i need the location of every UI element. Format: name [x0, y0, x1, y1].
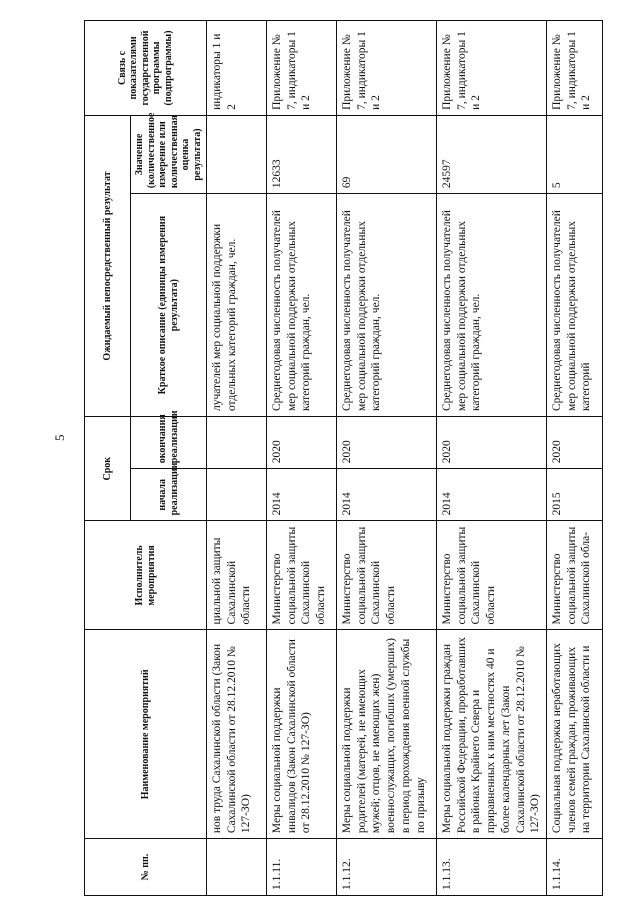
- cell-link: Приложение № 7, индикаторы 1 и 2: [267, 21, 337, 116]
- cell-value: 12633: [267, 115, 337, 193]
- header-name: Наименование мероприятий: [85, 630, 207, 839]
- cell-value: [207, 115, 267, 193]
- header-row-1: [85, 21, 131, 896]
- cell-name: Меры социальной поддержки инвалидов (Закон Сахалинской области от 28.12.2010 № 127-ЗО): [267, 630, 337, 839]
- page-number: 5: [52, 434, 67, 441]
- cell-start: [207, 469, 267, 521]
- header-term: Срок: [85, 417, 131, 521]
- cell-value: 24597: [437, 115, 547, 193]
- header-result-desc: Краткое описание (единицы измерения результата): [131, 194, 207, 417]
- header-executor: Исполнитель мероприятия: [85, 521, 207, 630]
- cell-end: 2020: [437, 417, 547, 469]
- cell-end: 2020: [337, 417, 437, 469]
- cell-desc: Среднегодовая численность получателей мер социальной поддержки отдельных категорий граждан, чел.: [437, 194, 547, 417]
- cell-end: 2020: [267, 417, 337, 469]
- cell-no: 1.1.14.: [547, 839, 603, 896]
- header-term-end: окончания реализации: [131, 417, 207, 469]
- cell-name: Меры социальной поддержки граждан Российской Федерации, проработавших в районах Крайнего Севера и приравненных к ним местностях 40 и более календарных лет (Закон Сахалинской области от 28.12.2010 № 127-ЗО): [437, 630, 547, 839]
- cell-start: 2014: [337, 469, 437, 521]
- table-row: [437, 21, 547, 896]
- cell-desc: Среднегодовая численность получателей мер социальной поддержки отдельных категорий граждан, чел.: [267, 194, 337, 417]
- cell-link: Приложение № 7, индикаторы 1 и 2: [437, 21, 547, 116]
- cell-desc: Среднегодовая численность получателей мер социальной поддержки отдельных категорий граждан, чел.: [337, 194, 437, 417]
- cell-value: 5: [547, 115, 603, 193]
- cell-name: Меры социальной поддержки родителей (матерей, не имеющих мужей; отцов, не имеющих жен) военнослужащих, погибших (умерших) в период прохождения военной службы по призыву: [337, 630, 437, 839]
- table-row: [207, 21, 267, 896]
- header-link: Связь с показателями государственной программы (подпрограммы): [85, 21, 207, 116]
- cell-no: 1.1.11.: [267, 839, 337, 896]
- cell-start: 2014: [267, 469, 337, 521]
- cell-name: Социальная поддержка неработающих членов семей граждан, проживающих на территории Сахалинской области и: [547, 630, 603, 839]
- cell-name: нов труда Сахалинской области (Закон Сахалинской области от 28.12.2010 № 127-ЗО): [207, 630, 267, 839]
- cell-executor: Министерство социальной защиты Сахалинской области: [437, 521, 547, 630]
- cell-link: Приложение № 7, индикаторы 1 и 2: [337, 21, 437, 116]
- header-result-value: Значение (количественное измерение или количественная оценка результата): [131, 115, 207, 193]
- cell-no: 1.1.13.: [437, 839, 547, 896]
- cell-executor: Министерство социальной защиты Сахалинской обла-: [547, 521, 603, 630]
- cell-no: 1.1.12.: [337, 839, 437, 896]
- header-result: Ожидаемый непосредственный результат: [85, 115, 131, 416]
- header-term-start: начала реализации: [131, 469, 207, 521]
- rotated-table-sheet: [84, 20, 593, 896]
- cell-end: [207, 417, 267, 469]
- cell-executor: Министерство социальной защиты Сахалинской области: [337, 521, 437, 630]
- cell-start: 2015: [547, 469, 603, 521]
- cell-executor: Министерство социальной защиты Сахалинской области: [267, 521, 337, 630]
- cell-desc: Среднегодовая численность получателей мер социальной поддержки отдельных категорий: [547, 194, 603, 417]
- cell-value: 69: [337, 115, 437, 193]
- header-no: № пп.: [85, 839, 207, 896]
- cell-end: 2020: [547, 417, 603, 469]
- measures-table: [84, 20, 603, 896]
- table-row: [547, 21, 603, 896]
- table-row: [337, 21, 437, 896]
- cell-link: Приложение № 7, индикаторы 1 и 2: [547, 21, 603, 116]
- cell-desc: лучателей мер социальной поддержки отдельных категорий граждан, чел.: [207, 194, 267, 417]
- cell-link: индикаторы 1 и 2: [207, 21, 267, 116]
- cell-no: [207, 839, 267, 896]
- cell-start: 2014: [437, 469, 547, 521]
- cell-executor: циальной защиты Сахалинской области: [207, 521, 267, 630]
- table-row: [267, 21, 337, 896]
